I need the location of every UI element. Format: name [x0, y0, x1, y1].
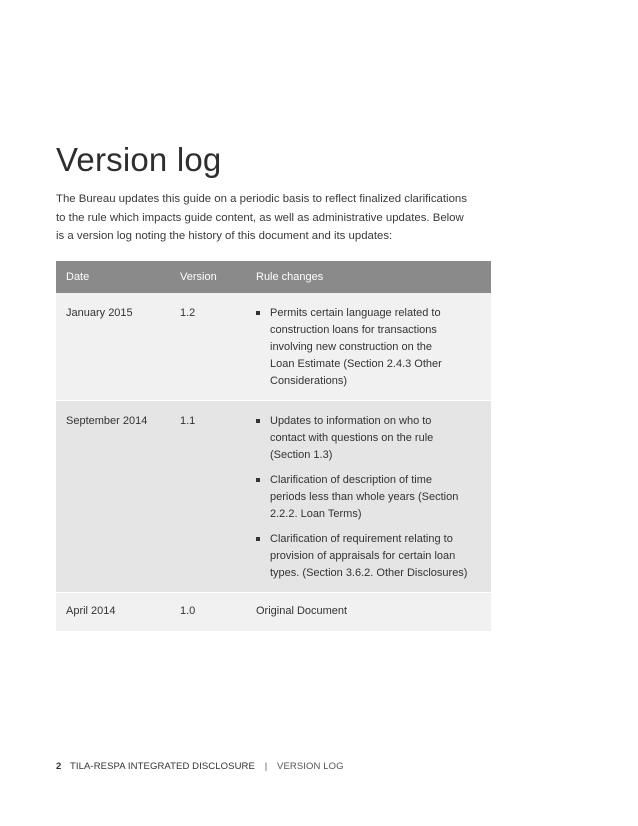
footer-separator: |	[264, 761, 268, 772]
list-item	[256, 531, 481, 582]
change-line: provision of appraisals for certain loan	[270, 550, 456, 562]
change-line: involving new construction on the	[270, 341, 433, 353]
change-line: types. (Section 3.6.2. Other Disclosures)	[270, 567, 468, 579]
list-item	[256, 305, 481, 390]
change-line: Considerations)	[270, 375, 348, 387]
change-line: construction loans for transactions	[270, 324, 437, 336]
table-row	[56, 401, 491, 593]
footer-section-title: VERSION LOG	[277, 761, 344, 772]
page-title: Version log	[56, 141, 222, 178]
header-rule-changes: Rule changes	[246, 261, 491, 293]
change-line: Clarification of description of time	[270, 474, 433, 486]
square-bullet-icon	[256, 478, 260, 482]
intro-line: to the rule which impacts guide content, as well as administrative updates. Below	[56, 211, 464, 224]
square-bullet-icon	[256, 311, 260, 315]
intro-line: The Bureau updates this guide on a periodic basis to reflect finalized clarifications	[56, 193, 467, 205]
list-item	[256, 413, 481, 464]
changes-list	[256, 413, 481, 582]
intro-paragraph	[56, 190, 496, 246]
changes-list	[256, 305, 481, 390]
cell-rule-changes	[246, 401, 491, 593]
square-bullet-icon	[256, 537, 260, 541]
table-header-row	[56, 261, 491, 293]
header-version: Version	[170, 261, 246, 293]
square-bullet-icon	[256, 419, 260, 423]
change-line: periods less than whole years (Section	[270, 491, 459, 503]
change-line: 2.2.2. Loan Terms)	[270, 508, 362, 520]
cell-date: January 2015	[56, 293, 170, 401]
change-line: Clarification of requirement relating to	[270, 533, 453, 545]
intro-line: is a version log noting the history of this document and its updates:	[56, 230, 393, 243]
cell-date: April 2014	[56, 593, 170, 632]
table-row	[56, 293, 491, 401]
change-line: Permits certain language related to	[270, 307, 441, 319]
change-line: (Section 1.3)	[270, 449, 333, 461]
cell-rule-changes	[246, 293, 491, 401]
footer-document-title: TILA-RESPA INTEGRATED DISCLOSURE	[69, 761, 255, 772]
version-log-table	[56, 261, 491, 632]
cell-version: 1.2	[170, 293, 246, 401]
change-line: Loan Estimate (Section 2.4.3 Other	[270, 358, 442, 370]
cell-rule-changes: Original Document	[246, 593, 491, 632]
change-line: contact with questions on the rule	[270, 432, 434, 444]
cell-date: September 2014	[56, 401, 170, 593]
cell-version: 1.0	[170, 593, 246, 632]
header-date: Date	[56, 261, 170, 293]
table-row	[56, 593, 491, 632]
change-line: Updates to information on who to	[270, 415, 432, 427]
page-number: 2	[56, 761, 62, 772]
page-footer	[56, 761, 344, 772]
cell-version: 1.1	[170, 401, 246, 593]
list-item	[256, 472, 481, 523]
